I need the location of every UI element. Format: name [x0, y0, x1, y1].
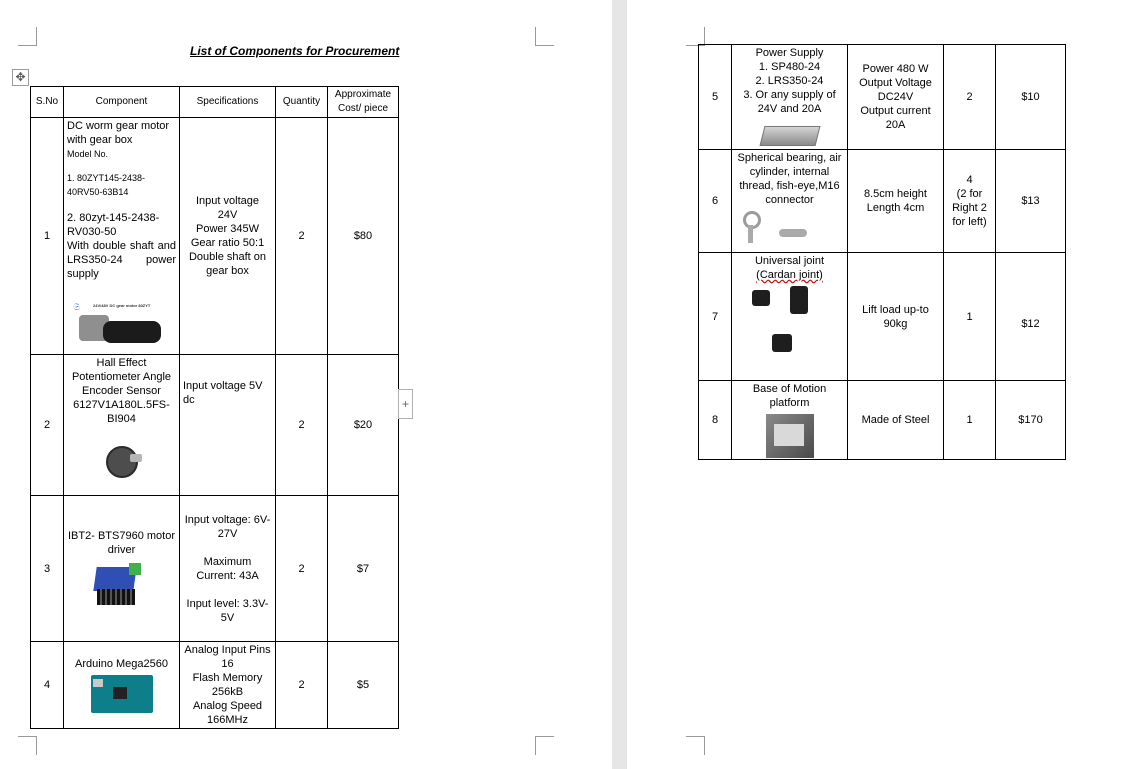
row-specifications: Lift load up-to 90kg: [848, 253, 944, 381]
component-name: Hall Effect Potentiometer Angle Encoder Sensor 6127V1A180L.5FS-BI904: [71, 357, 172, 425]
component-description: With double shaft and LRS350-24 power supply: [67, 240, 176, 280]
component-name: Spherical bearing, air cylinder, internal thread, fish-eye,M16 connector: [737, 152, 842, 206]
list-item: 3. Or any supply of 24V and 20A: [743, 89, 836, 115]
row-sno: 5: [699, 45, 732, 150]
model-number-2: 2. 80zyt-145-2438-RV030-50: [67, 212, 160, 238]
header-component: Component: [64, 87, 180, 118]
row-quantity: 2: [276, 118, 328, 355]
row-sno: 7: [699, 253, 732, 381]
spec-line: Output Voltage DC24V: [859, 77, 932, 103]
row-sno: 4: [31, 642, 64, 729]
row-cost: $13: [996, 150, 1066, 253]
row-quantity: 2: [276, 642, 328, 729]
row-component: [64, 496, 180, 642]
spec-line: Input level: 3.3V-5V: [186, 597, 269, 624]
header-sno: S.No: [31, 87, 64, 118]
component-subtitle: (Cardan joint): [756, 269, 823, 281]
components-table-part2: [698, 44, 1066, 460]
page-gutter: [612, 0, 627, 769]
motor-driver-image: [93, 561, 151, 609]
list-item: 2. LRS350-24: [755, 75, 824, 87]
row-component: [732, 381, 848, 460]
row-component: [64, 355, 180, 496]
components-table-part1: [30, 86, 399, 729]
row-cost: $170: [996, 381, 1066, 460]
model-list: [735, 60, 844, 116]
component-name: Power Supply: [755, 47, 824, 59]
row-quantity: 2: [944, 45, 996, 150]
component-name: DC worm gear motor with gear box: [67, 120, 170, 146]
row-specifications: Made of Steel: [848, 381, 944, 460]
image-caption: 24V/48V DC gear motor 80ZYT: [93, 303, 151, 308]
margin-marker-bottom-left: [686, 736, 705, 755]
spec-line: Power 345W: [196, 223, 259, 235]
motion-platform-image: [766, 414, 814, 458]
row-specifications: [180, 642, 276, 729]
spec-line: Output current 20A: [860, 105, 931, 131]
model-label: Model No.: [67, 149, 109, 159]
row-quantity: 1: [944, 381, 996, 460]
quantity-value: 4: [966, 174, 973, 186]
table-row: [31, 355, 399, 496]
row-specifications: [848, 45, 944, 150]
row-sno: 1: [31, 118, 64, 355]
row-quantity: 2: [276, 355, 328, 496]
list-item: 1. SP480-24: [758, 61, 821, 73]
brand-logo-icon: 𝔖: [73, 302, 81, 313]
gear-motor-image: [67, 301, 177, 353]
margin-marker-top-left: [18, 27, 37, 46]
table-header-row: [31, 87, 399, 118]
row-quantity: [944, 150, 996, 253]
spec-line: 8.5cm height: [864, 188, 927, 200]
encoder-sensor-image: [102, 440, 142, 480]
spec-line: 24V: [217, 209, 238, 221]
table-row: [699, 150, 1066, 253]
row-component: [64, 642, 180, 729]
table-row: [699, 45, 1066, 150]
row-quantity: 1: [944, 253, 996, 381]
margin-marker-bottom-right: [535, 736, 554, 755]
row-cost: $5: [328, 642, 399, 729]
header-quantity: Quantity: [276, 87, 328, 118]
row-quantity: 2: [276, 496, 328, 642]
table-row: [31, 496, 399, 642]
row-sno: 3: [31, 496, 64, 642]
table-row: [31, 118, 399, 355]
spec-line: Analog Input Pins 16: [184, 644, 271, 670]
spec-line: Power 480 W: [862, 63, 929, 75]
row-sno: 2: [31, 355, 64, 496]
row-sno: 8: [699, 381, 732, 460]
power-supply-image: [762, 122, 818, 148]
row-cost: $12: [996, 253, 1066, 381]
header-cost: Approximate Cost/ piece: [328, 87, 399, 118]
row-component: [64, 118, 180, 355]
row-cost: $10: [996, 45, 1066, 150]
add-row-icon[interactable]: +: [398, 389, 413, 419]
row-specifications: [848, 150, 944, 253]
row-specifications: Input voltage 5V dc: [180, 355, 276, 496]
header-specifications: Specifications: [180, 87, 276, 118]
row-cost: $7: [328, 496, 399, 642]
quantity-note: (2 for Right 2 for left): [952, 188, 987, 228]
table-row: [699, 253, 1066, 381]
rod-end-bearing-image: [739, 211, 819, 251]
spec-line: Analog Speed 166MHz: [192, 700, 263, 726]
row-component: [732, 45, 848, 150]
table-move-icon[interactable]: ✥: [12, 69, 29, 86]
table-row: [699, 381, 1066, 460]
row-specifications: [180, 118, 276, 355]
component-name: Universal joint: [754, 255, 825, 267]
table-row: [31, 642, 399, 729]
spec-line: Length 4cm: [866, 202, 925, 214]
margin-marker-bottom-left: [18, 736, 37, 755]
row-component: [732, 150, 848, 253]
spec-line: Maximum Current: 43A: [196, 555, 259, 582]
spec-line: Flash Memory 256kB: [192, 672, 263, 698]
component-name: IBT2- BTS7960 motor driver: [68, 529, 175, 556]
component-name: Base of Motion platform: [752, 383, 827, 409]
spec-line: Double shaft on gear box: [188, 251, 267, 277]
spec-line: Input voltage: 6V-27V: [184, 513, 271, 540]
row-sno: 6: [699, 150, 732, 253]
row-specifications: [180, 496, 276, 642]
row-cost: $20: [328, 355, 399, 496]
spec-line: Gear ratio 50:1: [190, 237, 265, 249]
row-component: [732, 253, 848, 381]
arduino-board-image: [91, 675, 153, 713]
row-cost: $80: [328, 118, 399, 355]
margin-marker-top-right: [535, 27, 554, 46]
model-number-1: 1. 80ZYT145-2438-40RV50-63B14: [67, 173, 146, 197]
spec-line: Input voltage: [196, 195, 259, 207]
component-name: Arduino Mega2560: [75, 658, 168, 670]
universal-joint-image: [750, 286, 830, 362]
document-title: List of Components for Procurement: [190, 44, 400, 58]
